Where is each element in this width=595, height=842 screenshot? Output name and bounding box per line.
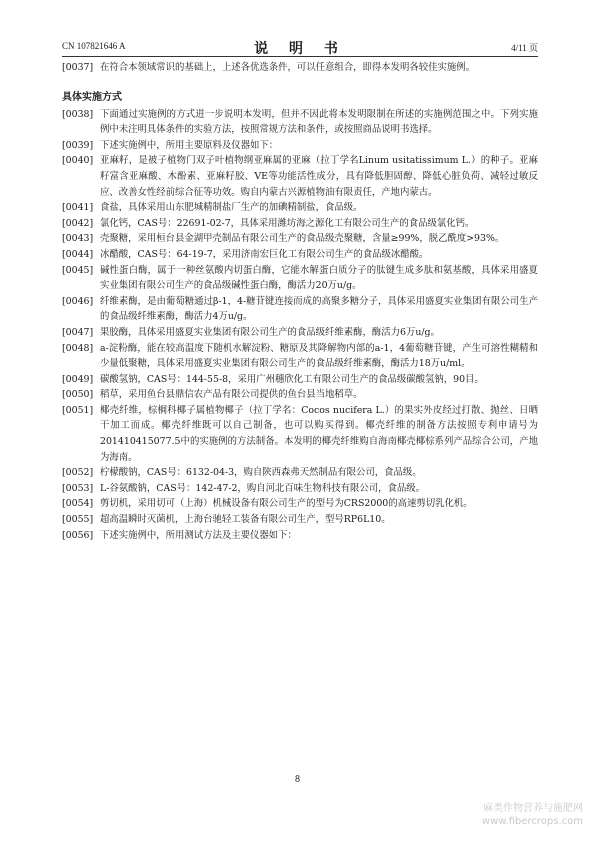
watermark-url: www.fibercrops.com xyxy=(481,816,583,827)
paragraph-text: 超高温瞬时灭菌机，上海台驰轻工装备有限公司生产，型号RP6L10。 xyxy=(100,514,391,526)
intro-paragraphs xyxy=(62,60,538,76)
paragraph xyxy=(62,496,538,512)
paragraph-text: 果胶酶，具体采用盛夏实业集团有限公司生产的食品级纤维素酶，酶活力6万u/g。 xyxy=(100,326,440,338)
paragraph-number: [0053] xyxy=(62,482,94,494)
paragraph xyxy=(62,512,538,528)
paragraph xyxy=(62,200,538,216)
paragraph-text: 纤维素酶，是由葡萄糖通过β-1，4-糖苷键连接而成的高聚多糖分子，具体采用盛夏实业集团有限公司生产的食品级纤维素酶，酶活力4万u/g。 xyxy=(100,295,538,323)
paragraph xyxy=(62,247,538,263)
paragraph xyxy=(62,231,538,247)
paragraph-text: 下述实施例中，所用主要原料及仪器如下： xyxy=(100,139,279,151)
paragraph xyxy=(62,153,538,200)
embodiment-paragraphs xyxy=(62,107,538,544)
paragraph-number: [0050] xyxy=(62,389,94,401)
paragraph-number: [0039] xyxy=(62,139,94,151)
paragraph-text: 剪切机，采用切可（上海）机械设备有限公司生产的型号为CRS2000的高速剪切乳化机。 xyxy=(100,498,473,510)
paragraph-text: 椰壳纤维，棕榈科椰子属植物椰子（拉丁学名：Cocos nucifera L.）的果实外皮经过打散、抛丝、日晒干加工而成。椰壳纤维既可以自己制备，也可以购买得到。椰壳纤维的制备方法按照专利申请号为201410415077.5中的实施例的方法制备。本发明的椰壳纤维购自海南椰壳椰棕系列产品综合公司，产地为海南。 xyxy=(100,404,538,463)
paragraph-number: [0052] xyxy=(62,467,94,479)
paragraph xyxy=(62,107,538,138)
paragraph xyxy=(62,325,538,341)
paragraph-number: [0045] xyxy=(62,264,94,276)
paragraph-text: 碱性蛋白酶，属于一种丝氨酸内切蛋白酶，它能水解蛋白质分子的肽键生成多肽和氨基酸，具体采用盛夏实业集团有限公司生产的食品级碱性蛋白酶，酶活力20万u/g。 xyxy=(100,264,538,292)
paragraph-text: 柠檬酸钠，CAS号：6132-04-3，购自陕西森弗天然制品有限公司，食品级。 xyxy=(100,467,422,479)
paragraph-text: L-谷氨酸钠，CAS号：142-47-2，购自河北百味生物科技有限公司，食品级。 xyxy=(100,482,426,494)
paragraph-number: [0051] xyxy=(62,404,94,416)
paragraph-number: [0047] xyxy=(62,326,94,338)
paragraph xyxy=(62,60,538,76)
paragraph-number: [0046] xyxy=(62,295,94,307)
paragraph-number: [0055] xyxy=(62,514,94,526)
paragraph-text: 氯化钙，CAS号：22691-02-7，具体采用潍坊海之源化工有限公司生产的食品级氯化钙。 xyxy=(100,217,475,229)
paragraph-number: [0044] xyxy=(62,248,94,260)
paragraph-text: 下述实施例中，所用测试方法及主要仪器如下： xyxy=(100,529,297,541)
section-heading: 具体实施方式 xyxy=(62,91,122,103)
paragraph-text: 食盐，具体采用山东肥城精制盐厂生产的加碘精制盐，食品级。 xyxy=(100,202,363,214)
paragraph-number: [0037] xyxy=(62,62,94,73)
watermark-site-name: 麻类作物营养与施肥网 xyxy=(483,803,583,814)
paragraph-text: 壳聚糖，采用桓台县金湖甲壳制品有限公司生产的食品级壳聚糖，含量≥99%，脱乙酰度>93%。 xyxy=(100,233,505,245)
paragraph xyxy=(62,387,538,403)
paragraph xyxy=(62,216,538,232)
paragraph-number: [0054] xyxy=(62,498,94,510)
paragraph xyxy=(62,263,538,294)
paragraph-text: 稻草，采用鱼台县鼎信农产品有限公司提供的鱼台县当地稻草。 xyxy=(100,389,363,401)
document-title: 说 明 书 xyxy=(254,41,346,57)
paragraph xyxy=(62,481,538,497)
paragraph-text: 冰醋酸，CAS号：64-19-7，采用济南宏巨化工有限公司生产的食品级冰醋酸。 xyxy=(100,248,429,260)
paragraph-number: [0049] xyxy=(62,373,94,385)
paragraph-text: 碳酸氢钠，CAS号：144-55-8，采用广州穗欣化工有限公司生产的食品级碳酸氢钠，90目。 xyxy=(100,373,484,385)
paragraph-text: 亚麻籽，是被子植物门双子叶植物纲亚麻属的亚麻（拉丁学名Linum usitatissimum L.）的种子。亚麻籽富含亚麻酸、木酚素、亚麻籽胶、VE等功能活性成分，具有降低胆固醇、降低心脏负荷、减轻过敏反应、改善女性经前综合征等功效。购自内蒙古兴源植物油有限责任，产地内蒙古。 xyxy=(100,155,538,198)
paragraph xyxy=(62,294,538,325)
paragraph xyxy=(62,403,538,465)
paragraph-number: [0048] xyxy=(62,342,94,354)
paragraph-number: [0041] xyxy=(62,202,94,214)
page-reference: 4/11 页 xyxy=(511,43,538,53)
page-header xyxy=(62,38,538,57)
page-number: 8 xyxy=(295,774,300,785)
paragraph xyxy=(62,372,538,388)
paragraph xyxy=(62,138,538,154)
paragraph xyxy=(62,465,538,481)
document-body xyxy=(62,60,538,543)
paragraph-number: [0042] xyxy=(62,217,94,229)
paragraph-text: a-淀粉酶，能在较高温度下随机水解淀粉、糖原及其降解物内部的a-1，4葡萄糖苷键，产生可溶性糊精和少量低聚糖，具体采用盛夏实业集团有限公司生产的食品级纤维素酶，酶活力18万u/ml。 xyxy=(100,342,538,370)
paragraph xyxy=(62,528,538,544)
paragraph-number: [0056] xyxy=(62,529,94,541)
watermark xyxy=(482,802,583,828)
patent-number: CN 107821646 A xyxy=(62,41,126,51)
paragraph-text: 下面通过实施例的方式进一步说明本发明，但并不因此将本发明限制在所述的实施例范围之中。下列实施例中未注明具体条件的实验方法，按照常规方法和条件，或按照商品说明书选择。 xyxy=(100,108,538,136)
paragraph-number: [0043] xyxy=(62,233,94,245)
paragraph-number: [0040] xyxy=(62,155,94,167)
paragraph-number: [0038] xyxy=(62,108,94,120)
paragraph xyxy=(62,341,538,372)
paragraph-text: 在符合本领域常识的基础上，上述各优选条件，可以任意组合，即得本发明各较佳实施例。 xyxy=(100,62,476,73)
